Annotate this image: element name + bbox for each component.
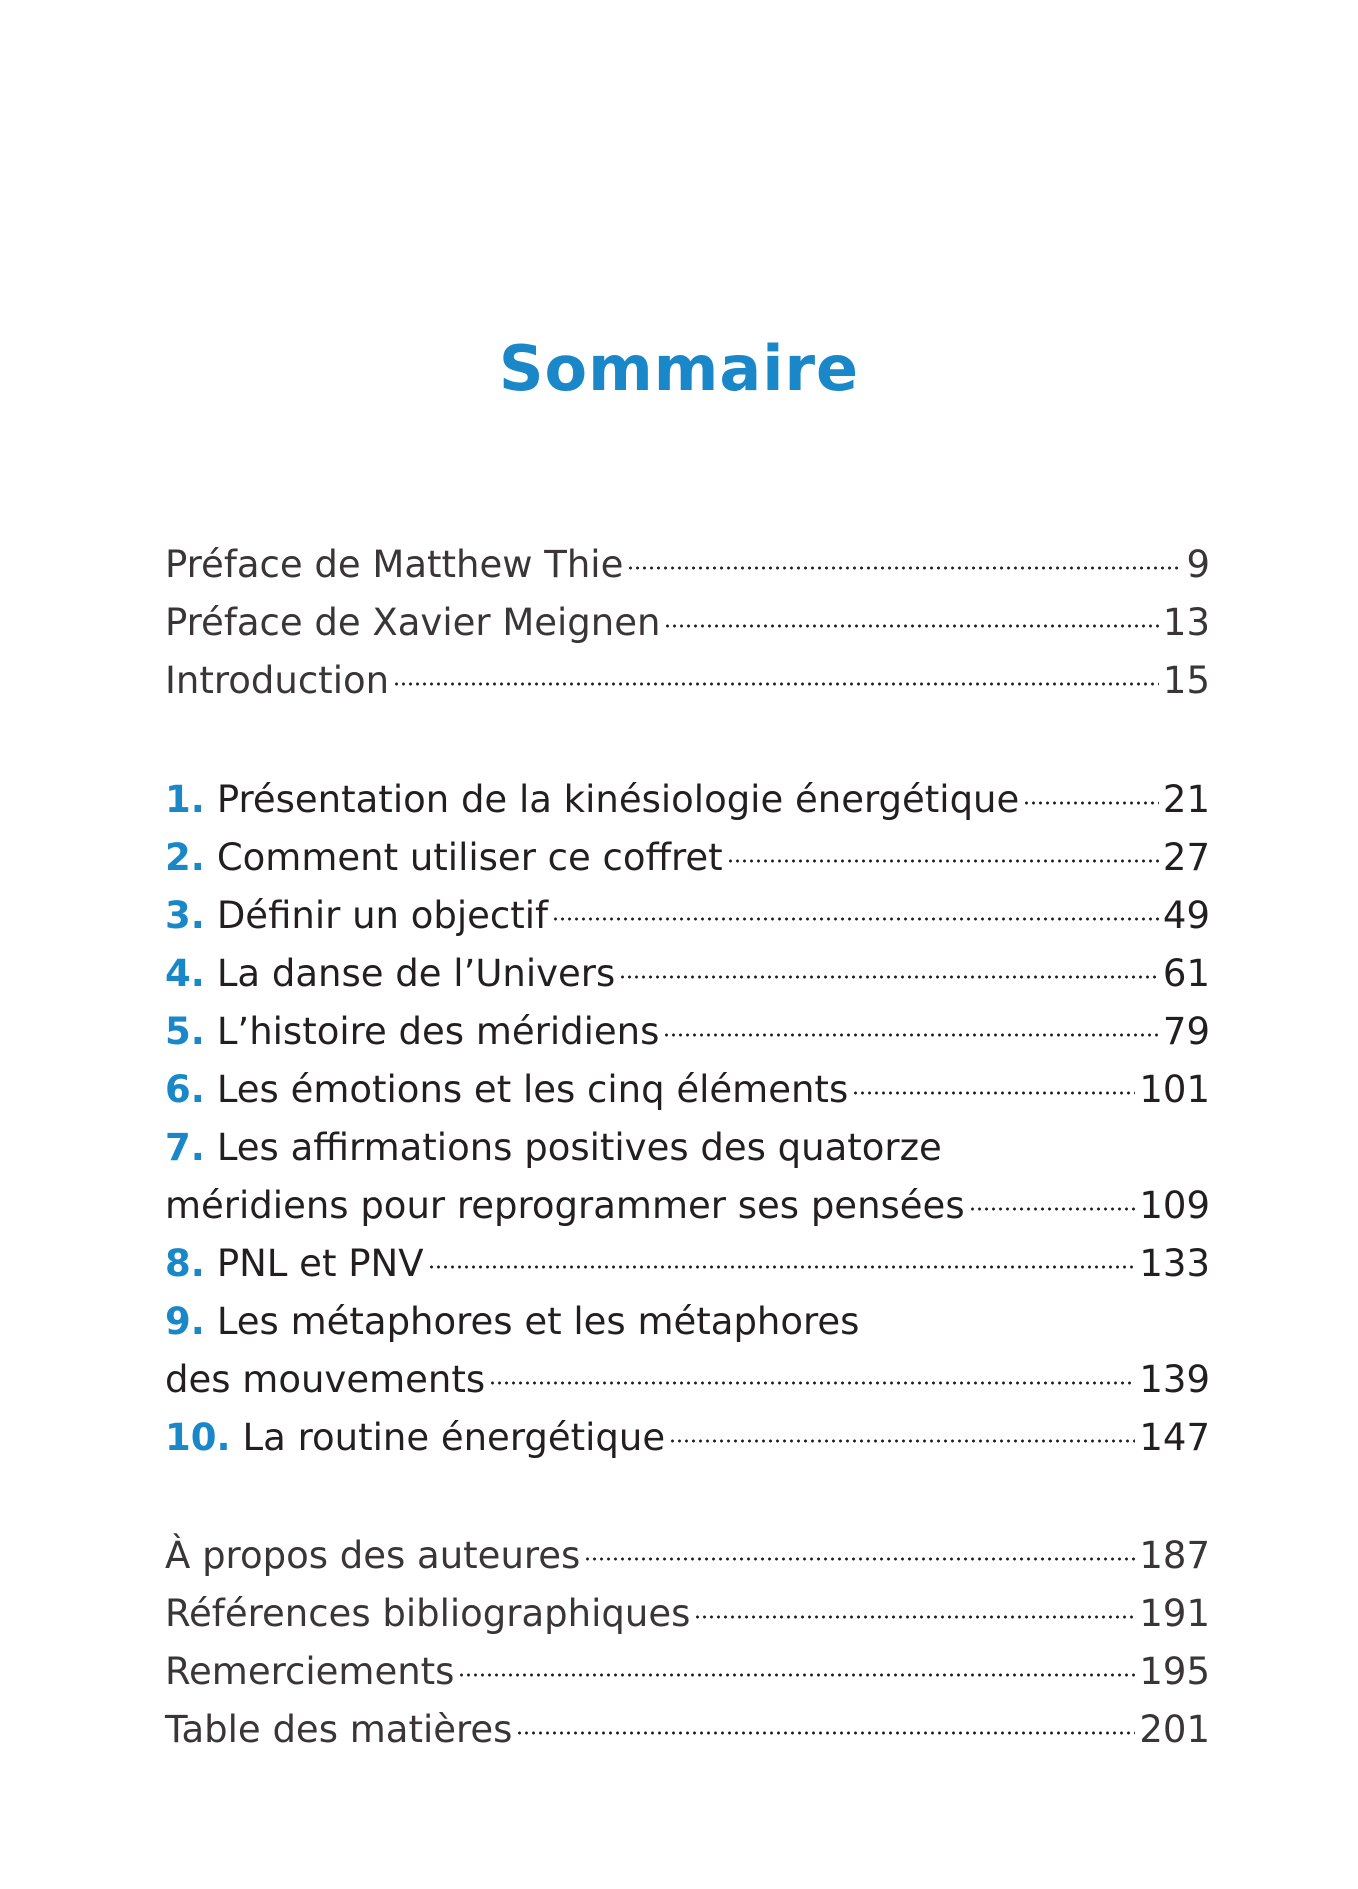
chapter-page: 61 xyxy=(1162,952,1210,995)
toc-chapter[interactable] xyxy=(165,945,1210,1003)
dot-leader xyxy=(727,859,1159,863)
toc-entry-page: 15 xyxy=(1162,659,1210,702)
page-title: Sommaire xyxy=(498,332,860,405)
toc-entry[interactable] xyxy=(165,1527,1210,1585)
toc-entry-label: Remerciements xyxy=(165,1650,455,1693)
toc-chapter[interactable] xyxy=(165,829,1210,887)
chapter-number: 2. xyxy=(165,836,205,879)
toc-chapter-line-2[interactable] xyxy=(165,1351,1210,1409)
toc-chapter[interactable] xyxy=(165,1409,1210,1467)
chapter-page: 147 xyxy=(1139,1416,1210,1459)
chapter-title: La danse de l’Univers xyxy=(216,952,616,995)
dot-leader xyxy=(393,682,1159,686)
toc-entry-label: Introduction xyxy=(165,659,390,702)
chapter-number: 10. xyxy=(165,1416,231,1459)
dot-leader xyxy=(627,566,1182,570)
chapter-number: 8. xyxy=(165,1242,205,1285)
chapter-page: 133 xyxy=(1139,1242,1210,1285)
chapter-page: 49 xyxy=(1162,894,1210,937)
dot-leader xyxy=(458,1673,1135,1677)
dot-leader xyxy=(663,1033,1159,1037)
chapter-title: Définir un objectif xyxy=(216,894,549,937)
chapter-page: 79 xyxy=(1162,1010,1210,1053)
dot-leader xyxy=(489,1381,1135,1385)
chapter-title: Comment utiliser ce coffret xyxy=(216,836,723,879)
chapter-page: 101 xyxy=(1139,1068,1210,1111)
toc-entry[interactable] xyxy=(165,652,1210,710)
toc-entry[interactable] xyxy=(165,1585,1210,1643)
toc-chapter[interactable] xyxy=(165,1061,1210,1119)
toc-chapter-line-1[interactable] xyxy=(165,1119,1210,1177)
toc-front-matter xyxy=(165,536,1210,710)
chapter-title: Les affirmations positives des quatorze xyxy=(216,1126,942,1169)
toc-entry[interactable] xyxy=(165,536,1210,594)
dot-leader xyxy=(852,1091,1135,1095)
toc-chapter-line-1[interactable] xyxy=(165,1293,1210,1351)
toc-entry-label: Préface de Matthew Thie xyxy=(165,543,624,586)
toc-entry-label: Préface de Xavier Meignen xyxy=(165,601,661,644)
toc-entry-page: 195 xyxy=(1139,1650,1210,1693)
dot-leader xyxy=(584,1557,1135,1561)
chapter-number: 4. xyxy=(165,952,205,995)
dot-leader xyxy=(1023,801,1159,805)
toc-chapter[interactable] xyxy=(165,887,1210,945)
dot-leader xyxy=(694,1615,1135,1619)
toc-entry-label: Table des matières xyxy=(165,1708,513,1751)
chapter-page: 109 xyxy=(1139,1184,1210,1227)
toc-chapter[interactable] xyxy=(165,1003,1210,1061)
chapter-number: 9. xyxy=(165,1300,205,1343)
toc-entry-page: 9 xyxy=(1186,543,1210,586)
toc-entry-label: À propos des auteures xyxy=(165,1534,581,1577)
dot-leader xyxy=(552,917,1159,921)
chapter-title: La routine énergétique xyxy=(242,1416,666,1459)
chapter-number: 5. xyxy=(165,1010,205,1053)
chapter-page: 139 xyxy=(1139,1358,1210,1401)
chapter-page: 21 xyxy=(1162,778,1210,821)
toc-entry-page: 201 xyxy=(1139,1708,1210,1751)
chapter-title: L’histoire des méridiens xyxy=(216,1010,660,1053)
chapter-title-continued: des mouvements xyxy=(165,1358,486,1401)
chapter-number: 6. xyxy=(165,1068,205,1111)
chapter-title: PNL et PNV xyxy=(216,1242,424,1285)
toc-chapter-line-2[interactable] xyxy=(165,1177,1210,1235)
chapter-number: 3. xyxy=(165,894,205,937)
toc-entry-label: Références bibliographiques xyxy=(165,1592,691,1635)
toc-back-matter xyxy=(165,1527,1210,1759)
toc-chapter[interactable] xyxy=(165,771,1210,829)
toc-entry[interactable] xyxy=(165,1643,1210,1701)
chapter-number: 1. xyxy=(165,778,205,821)
dot-leader xyxy=(428,1265,1136,1269)
dot-leader xyxy=(516,1731,1135,1735)
dot-leader xyxy=(619,975,1159,979)
dot-leader xyxy=(664,624,1158,628)
chapter-title-continued: méridiens pour reprogrammer ses pensées xyxy=(165,1184,965,1227)
chapter-title: Présentation de la kinésiologie énergétique xyxy=(216,778,1020,821)
chapter-title: Les émotions et les cinq éléments xyxy=(216,1068,849,1111)
toc-chapters xyxy=(165,771,1210,1467)
dot-leader xyxy=(669,1439,1135,1443)
toc-entry-page: 13 xyxy=(1162,601,1210,644)
chapter-title: Les métaphores et les métaphores xyxy=(216,1300,860,1343)
toc-entry[interactable] xyxy=(165,594,1210,652)
toc-chapter[interactable] xyxy=(165,1235,1210,1293)
chapter-page: 27 xyxy=(1162,836,1210,879)
toc-entry[interactable] xyxy=(165,1701,1210,1759)
chapter-number: 7. xyxy=(165,1126,205,1169)
dot-leader xyxy=(969,1207,1136,1211)
toc-entry-page: 191 xyxy=(1139,1592,1210,1635)
toc-entry-page: 187 xyxy=(1139,1534,1210,1577)
